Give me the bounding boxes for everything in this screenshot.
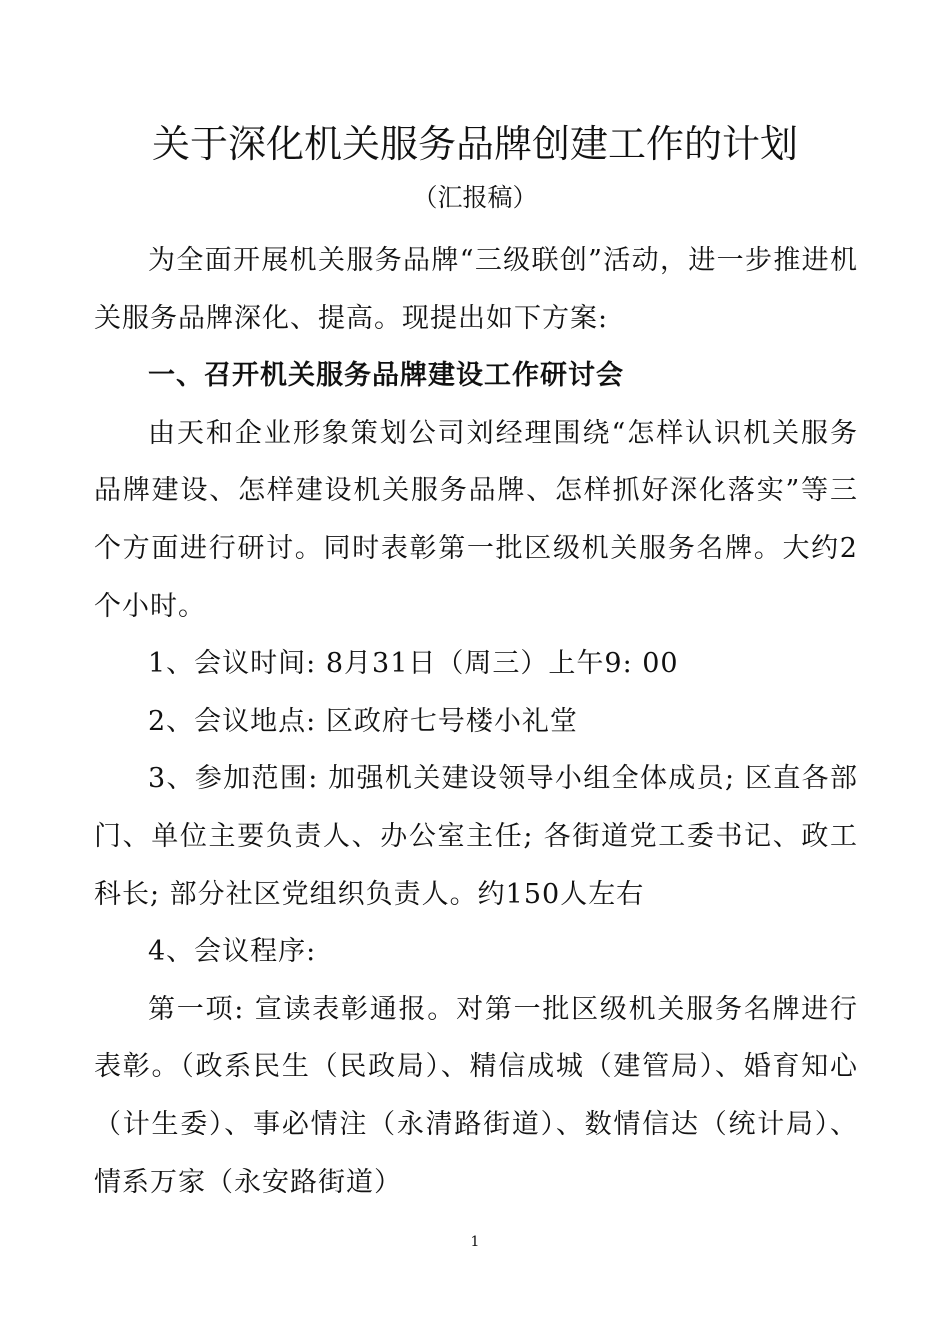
meeting-time-item: 1、会议时间: 8月31日（周三）上午9: 00 (148, 648, 679, 680)
document-body (94, 232, 858, 1211)
page-number: 1 (470, 1234, 480, 1250)
agenda-first-item-paragraph: 第一项: 宣读表彰通报。对第一批区级机关服务名牌进行表彰。（政系民生（民政局）、精信成城（建管局）、婚育知心（计生委）、事必情注（永清路街道）、数情信达（统计局）、情系万家（永安路街道） (94, 993, 858, 1198)
participants-item: 3、参加范围: 加强机关建设领导小组全体成员; 区直各部门、单位主要负责人、办公室主任; 各街道党工委书记、政工科长; 部分社区党组织负责人。约150人左右 (94, 763, 858, 910)
section-heading: 一、召开机关服务品牌建设工作研讨会 (148, 360, 624, 392)
document-subtitle: （汇报稿） (412, 183, 538, 212)
intro-paragraph: 为全面开展机关服务品牌“三级联创”活动，进一步推进机关服务品牌深化、提高。现提出如下方案: (94, 245, 858, 334)
document-title: 关于深化机关服务品牌创建工作的计划 (151, 122, 798, 166)
meeting-location-item: 2、会议地点: 区政府七号楼小礼堂 (148, 705, 578, 737)
seminar-description-paragraph: 由天和企业形象策划公司刘经理围绕“怎样认识机关服务品牌建设、怎样建设机关服务品牌、怎样抓好深化落实”等三个方面进行研讨。同时表彰第一批区级机关服务名牌。大约2个小时。 (94, 417, 858, 622)
meeting-agenda-item: 4、会议程序: (148, 936, 317, 968)
